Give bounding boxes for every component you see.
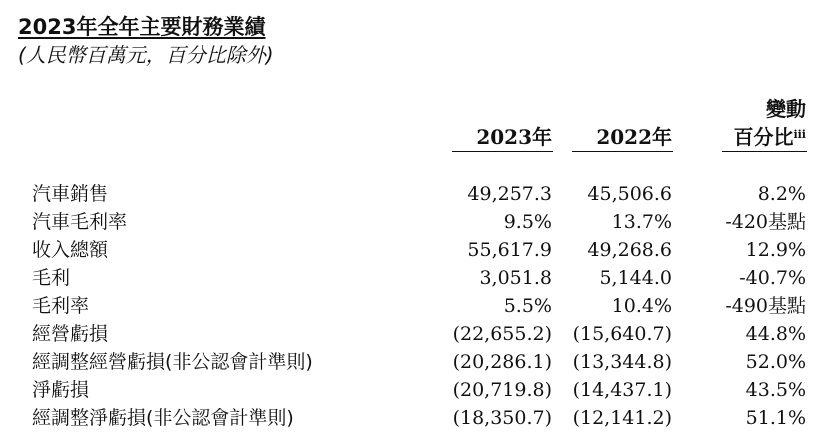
value-2022: (14,437.1) [572,379,672,401]
header-change-label: 百分比 [733,125,794,149]
value-2022: 45,506.6 [587,183,672,205]
value-2022: (13,344.8) [572,351,672,373]
row-label: 經營虧損 [32,323,109,345]
report-title: 2023年全年主要財務業績 [18,15,266,39]
value-2023: 5.5% [503,295,552,317]
header-year-2022: 2022年 [596,125,672,149]
table-row [0,264,830,292]
value-change: -40.7% [739,267,806,289]
table-row [0,320,830,348]
value-change: 12.9% [745,239,806,261]
header-change-line1: 變動 [766,97,806,121]
row-label: 毛利率 [32,295,90,317]
value-change: -420基點 [725,211,806,233]
value-2023: (18,350.7) [452,407,552,429]
value-2022: 10.4% [611,295,672,317]
table-row [0,180,830,208]
value-2023: (22,655.2) [452,323,552,345]
table-row [0,404,830,432]
header-year-2023: 2023年 [476,125,552,149]
header-change-footnote: iii [793,128,806,141]
value-change: -490基點 [725,295,806,317]
value-2022: 5,144.0 [599,267,672,289]
table-row [0,236,830,264]
value-2023: 55,617.9 [467,239,552,261]
value-2022: 49,268.6 [587,239,672,261]
value-2022: (15,640.7) [572,323,672,345]
value-change: 44.8% [745,323,806,345]
value-change: 8.2% [757,183,806,205]
table-row [0,348,830,376]
row-label: 經調整淨虧損(非公認會計準則) [32,407,294,429]
row-label: 汽車銷售 [32,183,109,205]
value-2023: 3,051.8 [479,267,552,289]
row-label: 汽車毛利率 [32,211,128,233]
row-label: 收入總額 [32,239,109,261]
value-2023: 49,257.3 [467,183,552,205]
value-2022: (12,141.2) [572,407,672,429]
value-2023: (20,719.8) [452,379,552,401]
header-rule-2023 [452,151,553,152]
row-label: 經調整經營虧損(非公認會計準則) [32,351,313,373]
header-change-line2 [733,124,806,150]
value-2022: 13.7% [611,211,672,233]
row-label: 毛利 [32,267,71,289]
table-row [0,376,830,404]
financial-table [0,180,830,432]
header-rule-2022 [572,151,673,152]
value-change: 43.5% [745,379,806,401]
report-subtitle: (人民幣百萬元，百分比除外) [18,43,274,67]
value-change: 51.1% [745,407,806,429]
table-row [0,292,830,320]
table-row [0,208,830,236]
header-rule-change [722,151,807,152]
value-change: 52.0% [745,351,806,373]
row-label: 淨虧損 [32,379,90,401]
value-2023: (20,286.1) [452,351,552,373]
value-2023: 9.5% [503,211,552,233]
